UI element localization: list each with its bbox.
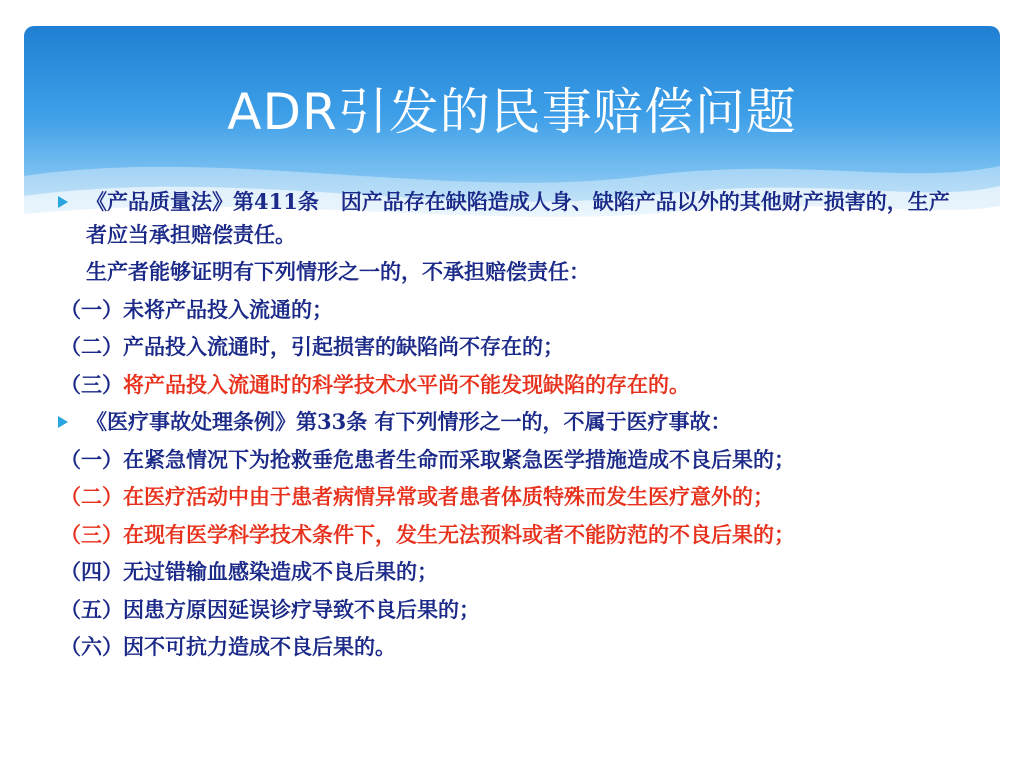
item-number: （一） (60, 296, 123, 322)
item-number: （三） (60, 521, 123, 547)
law-reference: 《产品质量法》第411条 (86, 189, 319, 214)
list-item-highlight (60, 519, 960, 552)
item-text-highlight: 将产品投入流通时的科学技术水平尚不能发现缺陷的存在的。 (123, 371, 690, 397)
bullet-medical-accident-regulation (60, 406, 960, 439)
item-number: （二） (60, 334, 123, 359)
exemption-intro: 生产者能够证明有下列情形之一的，不承担赔偿责任： (86, 259, 590, 284)
item-text: 无过错输血感染造成不良后果的； (123, 559, 438, 584)
bullet-product-quality-law (60, 186, 960, 251)
item-number: （六） (60, 634, 123, 659)
list-item (60, 631, 960, 664)
item-text: 因患方原因延误诊疗导致不良后果的； (123, 596, 480, 622)
item-number: （三） (60, 371, 123, 397)
item-number: （二） (60, 484, 123, 509)
item-text: 未将产品投入流通的； (123, 296, 333, 322)
bullet-arrow-icon (58, 196, 68, 208)
list-item (60, 444, 960, 477)
slide-title: ADR引发的民事赔偿问题 (227, 83, 797, 141)
slide-content (60, 186, 960, 664)
item-text: 因不可抗力造成不良后果的。 (123, 634, 396, 659)
list-item-highlight (60, 481, 960, 514)
list-item (60, 294, 960, 327)
item-text: 在现有医学科学技术条件下，发生无法预料或者不能防范的不良后果的； (123, 521, 795, 547)
law-text: 因产品存在缺陷造成人身、缺陷产品以外的其他财产损害的，生产者应当承担赔偿责任。 (86, 189, 950, 247)
list-item (60, 369, 960, 402)
list-item (60, 556, 960, 589)
law-text: 有下列情形之一的，不属于医疗事故： (374, 409, 732, 434)
list-item (60, 594, 960, 627)
law-reference: 《医疗事故处理条例》第33条 (86, 409, 368, 434)
item-number: （一） (60, 446, 123, 472)
item-number: （五） (60, 596, 123, 622)
item-text: 在医疗活动中由于患者病情异常或者患者体质特殊而发生医疗意外的； (123, 484, 774, 509)
item-text: 在紧急情况下为抢救垂危患者生命而采取紧急医学措施造成不良后果的； (123, 446, 795, 472)
item-number: （四） (60, 559, 123, 584)
bullet-arrow-icon (58, 416, 68, 428)
list-item (60, 331, 960, 364)
item-text: 产品投入流通时，引起损害的缺陷尚不存在的； (123, 334, 564, 359)
